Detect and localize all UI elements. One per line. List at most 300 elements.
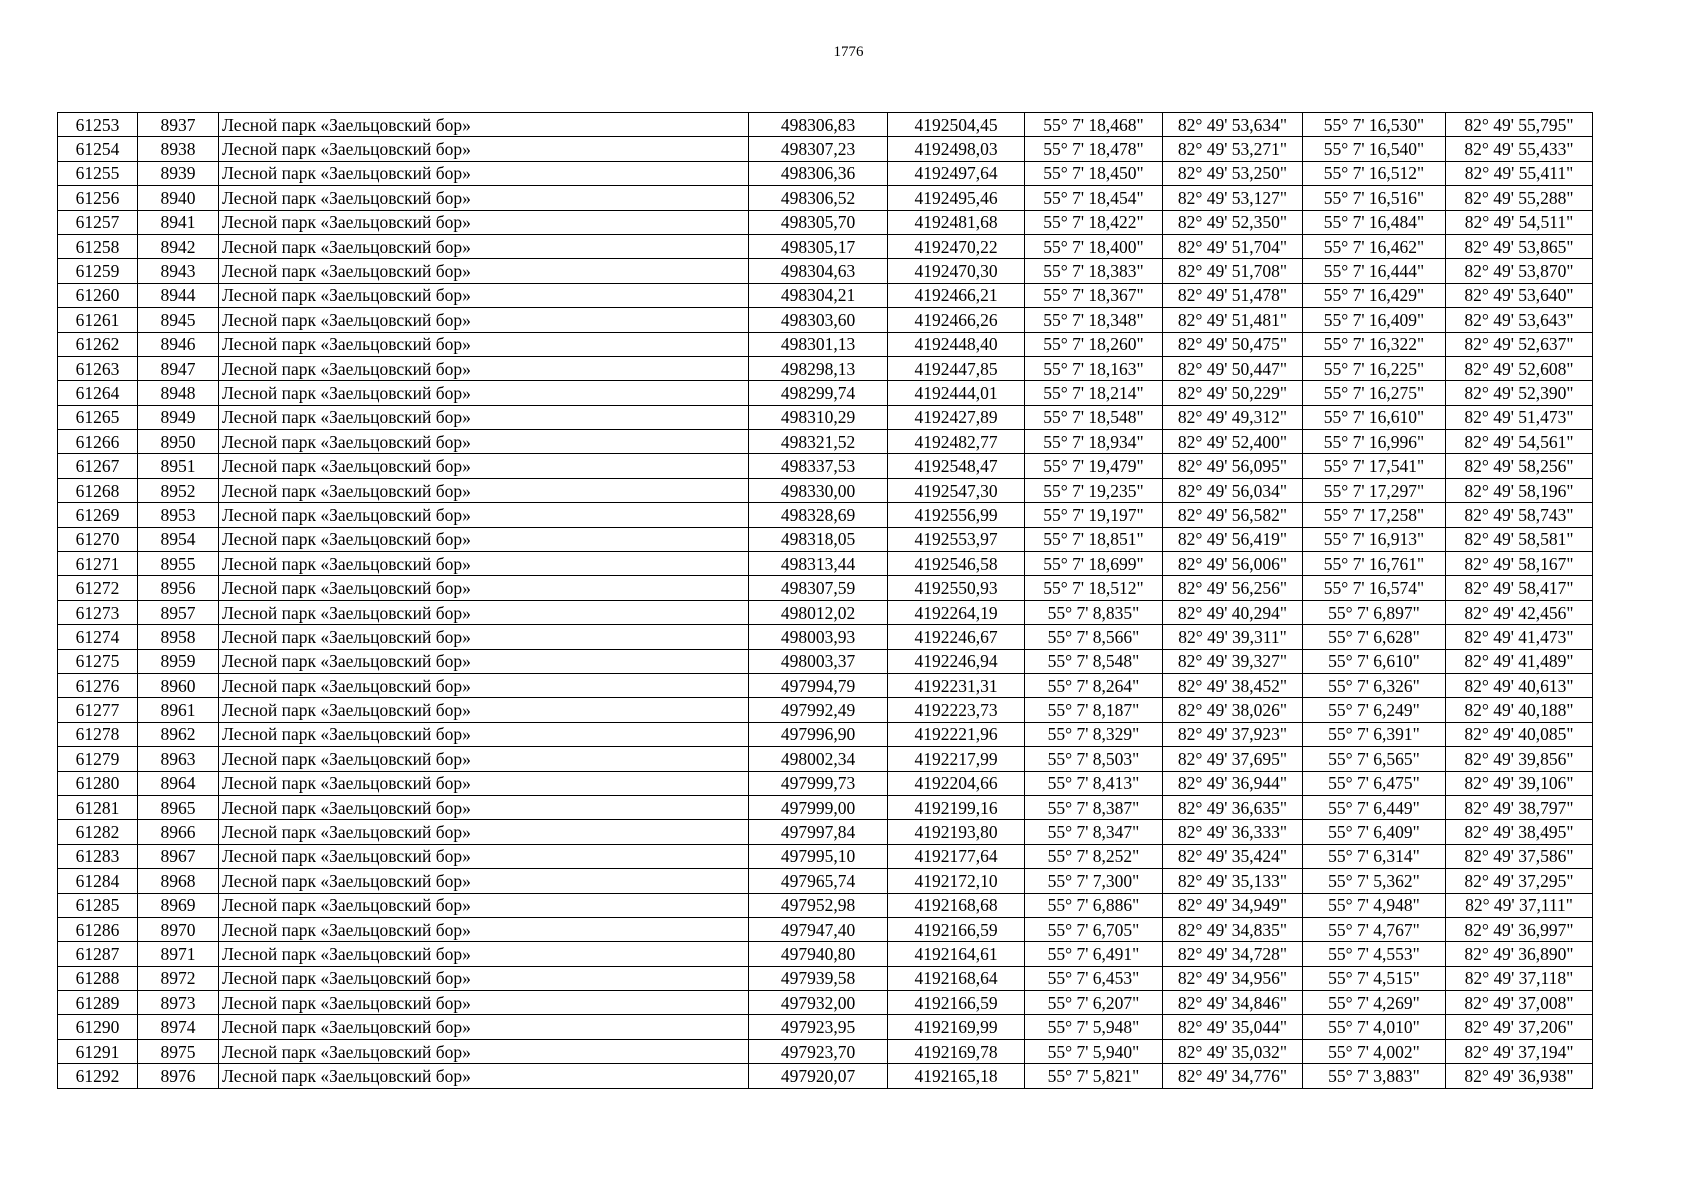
object-name-cell: Лесной парк «Заельцовский бор» — [219, 722, 749, 746]
latitude-2-cell: 55° 7' 16,512" — [1303, 161, 1446, 185]
longitude-1-cell: 82° 49' 35,044" — [1163, 1015, 1303, 1039]
longitude-2-cell: 82° 49' 37,008" — [1446, 991, 1593, 1015]
longitude-2-cell: 82° 49' 53,865" — [1446, 234, 1593, 258]
y-coordinate-cell: 4192547,30 — [888, 478, 1025, 502]
x-coordinate-cell: 498306,83 — [749, 113, 888, 137]
x-coordinate-cell: 498310,29 — [749, 405, 888, 429]
row-number-cell: 61289 — [58, 991, 138, 1015]
latitude-2-cell: 55° 7' 17,297" — [1303, 478, 1446, 502]
y-coordinate-cell: 4192556,99 — [888, 503, 1025, 527]
point-number-cell: 8976 — [138, 1064, 219, 1088]
longitude-2-cell: 82° 49' 40,188" — [1446, 698, 1593, 722]
x-coordinate-cell: 498304,21 — [749, 283, 888, 307]
object-name-cell: Лесной парк «Заельцовский бор» — [219, 234, 749, 258]
object-name-cell: Лесной парк «Заельцовский бор» — [219, 869, 749, 893]
y-coordinate-cell: 4192470,22 — [888, 234, 1025, 258]
latitude-2-cell: 55° 7' 4,002" — [1303, 1039, 1446, 1063]
table-row — [58, 942, 1593, 966]
latitude-1-cell: 55° 7' 18,934" — [1025, 430, 1163, 454]
x-coordinate-cell: 498298,13 — [749, 356, 888, 380]
table-row — [58, 771, 1593, 795]
y-coordinate-cell: 4192264,19 — [888, 600, 1025, 624]
longitude-2-cell: 82° 49' 36,997" — [1446, 917, 1593, 941]
x-coordinate-cell: 497965,74 — [749, 869, 888, 893]
row-number-cell: 61290 — [58, 1015, 138, 1039]
latitude-1-cell: 55° 7' 18,548" — [1025, 405, 1163, 429]
object-name-cell: Лесной парк «Заельцовский бор» — [219, 356, 749, 380]
longitude-2-cell: 82° 49' 55,795" — [1446, 113, 1593, 137]
latitude-2-cell: 55° 7' 16,516" — [1303, 186, 1446, 210]
latitude-1-cell: 55° 7' 18,400" — [1025, 234, 1163, 258]
table-row — [58, 869, 1593, 893]
longitude-1-cell: 82° 49' 37,923" — [1163, 722, 1303, 746]
point-number-cell: 8946 — [138, 332, 219, 356]
longitude-2-cell: 82° 49' 52,637" — [1446, 332, 1593, 356]
y-coordinate-cell: 4192165,18 — [888, 1064, 1025, 1088]
longitude-2-cell: 82° 49' 39,106" — [1446, 771, 1593, 795]
row-number-cell: 61280 — [58, 771, 138, 795]
row-number-cell: 61255 — [58, 161, 138, 185]
latitude-1-cell: 55° 7' 19,197" — [1025, 503, 1163, 527]
point-number-cell: 8957 — [138, 600, 219, 624]
latitude-2-cell: 55° 7' 16,610" — [1303, 405, 1446, 429]
y-coordinate-cell: 4192497,64 — [888, 161, 1025, 185]
latitude-1-cell: 55° 7' 6,705" — [1025, 917, 1163, 941]
y-coordinate-cell: 4192168,68 — [888, 893, 1025, 917]
table-row — [58, 478, 1593, 502]
table-row — [58, 795, 1593, 819]
x-coordinate-cell: 498003,37 — [749, 649, 888, 673]
table-row — [58, 747, 1593, 771]
longitude-1-cell: 82° 49' 36,635" — [1163, 795, 1303, 819]
x-coordinate-cell: 498305,70 — [749, 210, 888, 234]
x-coordinate-cell: 497952,98 — [749, 893, 888, 917]
point-number-cell: 8948 — [138, 381, 219, 405]
latitude-2-cell: 55° 7' 4,948" — [1303, 893, 1446, 917]
longitude-1-cell: 82° 49' 53,271" — [1163, 137, 1303, 161]
y-coordinate-cell: 4192231,31 — [888, 673, 1025, 697]
point-number-cell: 8953 — [138, 503, 219, 527]
longitude-2-cell: 82° 49' 52,608" — [1446, 356, 1593, 380]
longitude-1-cell: 82° 49' 49,312" — [1163, 405, 1303, 429]
latitude-2-cell: 55° 7' 6,391" — [1303, 722, 1446, 746]
latitude-1-cell: 55° 7' 18,348" — [1025, 308, 1163, 332]
x-coordinate-cell: 497923,70 — [749, 1039, 888, 1063]
table-row — [58, 600, 1593, 624]
x-coordinate-cell: 498002,34 — [749, 747, 888, 771]
table-row — [58, 991, 1593, 1015]
longitude-2-cell: 82° 49' 36,938" — [1446, 1064, 1593, 1088]
row-number-cell: 61286 — [58, 917, 138, 941]
longitude-2-cell: 82° 49' 58,417" — [1446, 576, 1593, 600]
y-coordinate-cell: 4192546,58 — [888, 552, 1025, 576]
longitude-2-cell: 82° 49' 52,390" — [1446, 381, 1593, 405]
longitude-2-cell: 82° 49' 54,561" — [1446, 430, 1593, 454]
latitude-1-cell: 55° 7' 8,347" — [1025, 820, 1163, 844]
longitude-1-cell: 82° 49' 50,475" — [1163, 332, 1303, 356]
latitude-2-cell: 55° 7' 16,761" — [1303, 552, 1446, 576]
longitude-2-cell: 82° 49' 40,085" — [1446, 722, 1593, 746]
row-number-cell: 61266 — [58, 430, 138, 454]
latitude-2-cell: 55° 7' 5,362" — [1303, 869, 1446, 893]
row-number-cell: 61282 — [58, 820, 138, 844]
x-coordinate-cell: 497940,80 — [749, 942, 888, 966]
longitude-1-cell: 82° 49' 34,846" — [1163, 991, 1303, 1015]
table-row — [58, 966, 1593, 990]
latitude-2-cell: 55° 7' 16,444" — [1303, 259, 1446, 283]
row-number-cell: 61283 — [58, 844, 138, 868]
row-number-cell: 61263 — [58, 356, 138, 380]
y-coordinate-cell: 4192199,16 — [888, 795, 1025, 819]
x-coordinate-cell: 497939,58 — [749, 966, 888, 990]
latitude-1-cell: 55° 7' 8,252" — [1025, 844, 1163, 868]
longitude-2-cell: 82° 49' 54,511" — [1446, 210, 1593, 234]
point-number-cell: 8960 — [138, 673, 219, 697]
table-row — [58, 234, 1593, 258]
object-name-cell: Лесной парк «Заельцовский бор» — [219, 527, 749, 551]
latitude-1-cell: 55° 7' 7,300" — [1025, 869, 1163, 893]
latitude-1-cell: 55° 7' 18,454" — [1025, 186, 1163, 210]
longitude-1-cell: 82° 49' 34,728" — [1163, 942, 1303, 966]
point-number-cell: 8943 — [138, 259, 219, 283]
x-coordinate-cell: 497994,79 — [749, 673, 888, 697]
latitude-1-cell: 55° 7' 18,512" — [1025, 576, 1163, 600]
latitude-1-cell: 55° 7' 18,478" — [1025, 137, 1163, 161]
object-name-cell: Лесной парк «Заельцовский бор» — [219, 381, 749, 405]
y-coordinate-cell: 4192217,99 — [888, 747, 1025, 771]
point-number-cell: 8971 — [138, 942, 219, 966]
table-row — [58, 649, 1593, 673]
longitude-1-cell: 82° 49' 56,419" — [1163, 527, 1303, 551]
latitude-1-cell: 55° 7' 18,699" — [1025, 552, 1163, 576]
table-row — [58, 893, 1593, 917]
y-coordinate-cell: 4192548,47 — [888, 454, 1025, 478]
longitude-2-cell: 82° 49' 37,206" — [1446, 1015, 1593, 1039]
longitude-1-cell: 82° 49' 34,956" — [1163, 966, 1303, 990]
longitude-2-cell: 82° 49' 53,640" — [1446, 283, 1593, 307]
row-number-cell: 61274 — [58, 625, 138, 649]
longitude-2-cell: 82° 49' 41,473" — [1446, 625, 1593, 649]
point-number-cell: 8973 — [138, 991, 219, 1015]
y-coordinate-cell: 4192470,30 — [888, 259, 1025, 283]
latitude-1-cell: 55° 7' 19,479" — [1025, 454, 1163, 478]
object-name-cell: Лесной парк «Заельцовский бор» — [219, 942, 749, 966]
object-name-cell: Лесной парк «Заельцовский бор» — [219, 771, 749, 795]
longitude-1-cell: 82° 49' 52,350" — [1163, 210, 1303, 234]
y-coordinate-cell: 4192466,26 — [888, 308, 1025, 332]
y-coordinate-cell: 4192177,64 — [888, 844, 1025, 868]
x-coordinate-cell: 497947,40 — [749, 917, 888, 941]
object-name-cell: Лесной парк «Заельцовский бор» — [219, 600, 749, 624]
latitude-2-cell: 55° 7' 16,409" — [1303, 308, 1446, 332]
point-number-cell: 8938 — [138, 137, 219, 161]
point-number-cell: 8962 — [138, 722, 219, 746]
row-number-cell: 61270 — [58, 527, 138, 551]
row-number-cell: 61278 — [58, 722, 138, 746]
x-coordinate-cell: 497920,07 — [749, 1064, 888, 1088]
longitude-1-cell: 82° 49' 34,835" — [1163, 917, 1303, 941]
latitude-1-cell: 55° 7' 18,260" — [1025, 332, 1163, 356]
latitude-2-cell: 55° 7' 16,530" — [1303, 113, 1446, 137]
point-number-cell: 8969 — [138, 893, 219, 917]
point-number-cell: 8961 — [138, 698, 219, 722]
point-number-cell: 8975 — [138, 1039, 219, 1063]
table-row — [58, 1015, 1593, 1039]
latitude-1-cell: 55° 7' 8,187" — [1025, 698, 1163, 722]
longitude-2-cell: 82° 49' 39,856" — [1446, 747, 1593, 771]
table-row — [58, 161, 1593, 185]
x-coordinate-cell: 498337,53 — [749, 454, 888, 478]
table-row — [58, 1039, 1593, 1063]
row-number-cell: 61287 — [58, 942, 138, 966]
point-number-cell: 8947 — [138, 356, 219, 380]
point-number-cell: 8952 — [138, 478, 219, 502]
latitude-1-cell: 55° 7' 8,503" — [1025, 747, 1163, 771]
object-name-cell: Лесной парк «Заельцовский бор» — [219, 283, 749, 307]
latitude-2-cell: 55° 7' 16,484" — [1303, 210, 1446, 234]
point-number-cell: 8974 — [138, 1015, 219, 1039]
object-name-cell: Лесной парк «Заельцовский бор» — [219, 1064, 749, 1088]
row-number-cell: 61272 — [58, 576, 138, 600]
longitude-2-cell: 82° 49' 51,473" — [1446, 405, 1593, 429]
object-name-cell: Лесной парк «Заельцовский бор» — [219, 137, 749, 161]
longitude-1-cell: 82° 49' 34,776" — [1163, 1064, 1303, 1088]
row-number-cell: 61256 — [58, 186, 138, 210]
row-number-cell: 61262 — [58, 332, 138, 356]
table-row — [58, 454, 1593, 478]
y-coordinate-cell: 4192481,68 — [888, 210, 1025, 234]
latitude-2-cell: 55° 7' 16,429" — [1303, 283, 1446, 307]
x-coordinate-cell: 498012,02 — [749, 600, 888, 624]
longitude-1-cell: 82° 49' 53,250" — [1163, 161, 1303, 185]
x-coordinate-cell: 498301,13 — [749, 332, 888, 356]
latitude-1-cell: 55° 7' 6,207" — [1025, 991, 1163, 1015]
point-number-cell: 8970 — [138, 917, 219, 941]
y-coordinate-cell: 4192466,21 — [888, 283, 1025, 307]
y-coordinate-cell: 4192504,45 — [888, 113, 1025, 137]
latitude-2-cell: 55° 7' 16,574" — [1303, 576, 1446, 600]
y-coordinate-cell: 4192246,94 — [888, 649, 1025, 673]
point-number-cell: 8958 — [138, 625, 219, 649]
longitude-2-cell: 82° 49' 37,111" — [1446, 893, 1593, 917]
row-number-cell: 61291 — [58, 1039, 138, 1063]
latitude-1-cell: 55° 7' 8,387" — [1025, 795, 1163, 819]
row-number-cell: 61258 — [58, 234, 138, 258]
x-coordinate-cell: 498305,17 — [749, 234, 888, 258]
latitude-1-cell: 55° 7' 18,214" — [1025, 381, 1163, 405]
longitude-2-cell: 82° 49' 55,433" — [1446, 137, 1593, 161]
object-name-cell: Лесной парк «Заельцовский бор» — [219, 113, 749, 137]
longitude-1-cell: 82° 49' 36,944" — [1163, 771, 1303, 795]
y-coordinate-cell: 4192495,46 — [888, 186, 1025, 210]
row-number-cell: 61292 — [58, 1064, 138, 1088]
point-number-cell: 8955 — [138, 552, 219, 576]
latitude-1-cell: 55° 7' 18,422" — [1025, 210, 1163, 234]
latitude-1-cell: 55° 7' 18,450" — [1025, 161, 1163, 185]
object-name-cell: Лесной парк «Заельцовский бор» — [219, 552, 749, 576]
longitude-2-cell: 82° 49' 53,643" — [1446, 308, 1593, 332]
x-coordinate-cell: 498003,93 — [749, 625, 888, 649]
point-number-cell: 8941 — [138, 210, 219, 234]
y-coordinate-cell: 4192246,67 — [888, 625, 1025, 649]
longitude-1-cell: 82° 49' 56,582" — [1163, 503, 1303, 527]
table-row — [58, 113, 1593, 137]
longitude-1-cell: 82° 49' 52,400" — [1163, 430, 1303, 454]
longitude-1-cell: 82° 49' 35,133" — [1163, 869, 1303, 893]
y-coordinate-cell: 4192550,93 — [888, 576, 1025, 600]
longitude-2-cell: 82° 49' 37,118" — [1446, 966, 1593, 990]
latitude-1-cell: 55° 7' 8,548" — [1025, 649, 1163, 673]
row-number-cell: 61284 — [58, 869, 138, 893]
latitude-2-cell: 55° 7' 16,913" — [1303, 527, 1446, 551]
table-row — [58, 332, 1593, 356]
y-coordinate-cell: 4192193,80 — [888, 820, 1025, 844]
longitude-2-cell: 82° 49' 37,194" — [1446, 1039, 1593, 1063]
latitude-1-cell: 55° 7' 8,566" — [1025, 625, 1163, 649]
longitude-2-cell: 82° 49' 55,411" — [1446, 161, 1593, 185]
longitude-1-cell: 82° 49' 40,294" — [1163, 600, 1303, 624]
object-name-cell: Лесной парк «Заельцовский бор» — [219, 966, 749, 990]
object-name-cell: Лесной парк «Заельцовский бор» — [219, 210, 749, 234]
object-name-cell: Лесной парк «Заельцовский бор» — [219, 161, 749, 185]
longitude-1-cell: 82° 49' 51,708" — [1163, 259, 1303, 283]
table-row — [58, 210, 1593, 234]
x-coordinate-cell: 498304,63 — [749, 259, 888, 283]
y-coordinate-cell: 4192223,73 — [888, 698, 1025, 722]
longitude-1-cell: 82° 49' 53,127" — [1163, 186, 1303, 210]
longitude-1-cell: 82° 49' 34,949" — [1163, 893, 1303, 917]
x-coordinate-cell: 498318,05 — [749, 527, 888, 551]
latitude-1-cell: 55° 7' 18,383" — [1025, 259, 1163, 283]
row-number-cell: 61273 — [58, 600, 138, 624]
longitude-2-cell: 82° 49' 58,581" — [1446, 527, 1593, 551]
point-number-cell: 8940 — [138, 186, 219, 210]
latitude-2-cell: 55° 7' 6,565" — [1303, 747, 1446, 771]
longitude-2-cell: 82° 49' 41,489" — [1446, 649, 1593, 673]
latitude-2-cell: 55° 7' 6,409" — [1303, 820, 1446, 844]
point-number-cell: 8951 — [138, 454, 219, 478]
x-coordinate-cell: 498306,36 — [749, 161, 888, 185]
row-number-cell: 61254 — [58, 137, 138, 161]
x-coordinate-cell: 498330,00 — [749, 478, 888, 502]
longitude-1-cell: 82° 49' 39,327" — [1163, 649, 1303, 673]
longitude-2-cell: 82° 49' 37,295" — [1446, 869, 1593, 893]
y-coordinate-cell: 4192166,59 — [888, 991, 1025, 1015]
object-name-cell: Лесной парк «Заельцовский бор» — [219, 1015, 749, 1039]
x-coordinate-cell: 497995,10 — [749, 844, 888, 868]
latitude-2-cell: 55° 7' 3,883" — [1303, 1064, 1446, 1088]
longitude-2-cell: 82° 49' 37,586" — [1446, 844, 1593, 868]
latitude-2-cell: 55° 7' 16,540" — [1303, 137, 1446, 161]
point-number-cell: 8959 — [138, 649, 219, 673]
longitude-1-cell: 82° 49' 38,026" — [1163, 698, 1303, 722]
longitude-1-cell: 82° 49' 56,256" — [1163, 576, 1303, 600]
table-row — [58, 673, 1593, 697]
row-number-cell: 61264 — [58, 381, 138, 405]
point-number-cell: 8967 — [138, 844, 219, 868]
table-row — [58, 356, 1593, 380]
y-coordinate-cell: 4192169,78 — [888, 1039, 1025, 1063]
object-name-cell: Лесной парк «Заельцовский бор» — [219, 478, 749, 502]
object-name-cell: Лесной парк «Заельцовский бор» — [219, 893, 749, 917]
longitude-2-cell: 82° 49' 36,890" — [1446, 942, 1593, 966]
longitude-2-cell: 82° 49' 42,456" — [1446, 600, 1593, 624]
latitude-1-cell: 55° 7' 8,264" — [1025, 673, 1163, 697]
row-number-cell: 61275 — [58, 649, 138, 673]
point-number-cell: 8968 — [138, 869, 219, 893]
point-number-cell: 8942 — [138, 234, 219, 258]
row-number-cell: 61261 — [58, 308, 138, 332]
longitude-2-cell: 82° 49' 58,196" — [1446, 478, 1593, 502]
object-name-cell: Лесной парк «Заельцовский бор» — [219, 454, 749, 478]
latitude-1-cell: 55° 7' 5,821" — [1025, 1064, 1163, 1088]
latitude-2-cell: 55° 7' 6,314" — [1303, 844, 1446, 868]
coordinates-table — [57, 112, 1593, 1089]
object-name-cell: Лесной парк «Заельцовский бор» — [219, 844, 749, 868]
latitude-2-cell: 55° 7' 4,010" — [1303, 1015, 1446, 1039]
table-row — [58, 430, 1593, 454]
latitude-1-cell: 55° 7' 8,329" — [1025, 722, 1163, 746]
row-number-cell: 61285 — [58, 893, 138, 917]
object-name-cell: Лесной парк «Заельцовский бор» — [219, 649, 749, 673]
object-name-cell: Лесной парк «Заельцовский бор» — [219, 747, 749, 771]
latitude-1-cell: 55° 7' 19,235" — [1025, 478, 1163, 502]
y-coordinate-cell: 4192482,77 — [888, 430, 1025, 454]
latitude-2-cell: 55° 7' 16,275" — [1303, 381, 1446, 405]
object-name-cell: Лесной парк «Заельцовский бор» — [219, 625, 749, 649]
x-coordinate-cell: 497997,84 — [749, 820, 888, 844]
object-name-cell: Лесной парк «Заельцовский бор» — [219, 1039, 749, 1063]
latitude-1-cell: 55° 7' 8,835" — [1025, 600, 1163, 624]
y-coordinate-cell: 4192221,96 — [888, 722, 1025, 746]
x-coordinate-cell: 498306,52 — [749, 186, 888, 210]
point-number-cell: 8939 — [138, 161, 219, 185]
longitude-2-cell: 82° 49' 58,167" — [1446, 552, 1593, 576]
row-number-cell: 61253 — [58, 113, 138, 137]
page-number: 1776 — [833, 44, 864, 60]
longitude-1-cell: 82° 49' 39,311" — [1163, 625, 1303, 649]
longitude-1-cell: 82° 49' 56,006" — [1163, 552, 1303, 576]
longitude-1-cell: 82° 49' 56,034" — [1163, 478, 1303, 502]
table-row — [58, 381, 1593, 405]
row-number-cell: 61268 — [58, 478, 138, 502]
row-number-cell: 61257 — [58, 210, 138, 234]
latitude-2-cell: 55° 7' 4,269" — [1303, 991, 1446, 1015]
x-coordinate-cell: 498307,23 — [749, 137, 888, 161]
y-coordinate-cell: 4192448,40 — [888, 332, 1025, 356]
row-number-cell: 61269 — [58, 503, 138, 527]
table-row — [58, 1064, 1593, 1088]
x-coordinate-cell: 497999,73 — [749, 771, 888, 795]
latitude-2-cell: 55° 7' 16,996" — [1303, 430, 1446, 454]
latitude-2-cell: 55° 7' 16,462" — [1303, 234, 1446, 258]
table-row — [58, 186, 1593, 210]
x-coordinate-cell: 497923,95 — [749, 1015, 888, 1039]
x-coordinate-cell: 498303,60 — [749, 308, 888, 332]
table-row — [58, 283, 1593, 307]
longitude-2-cell: 82° 49' 38,797" — [1446, 795, 1593, 819]
object-name-cell: Лесной парк «Заельцовский бор» — [219, 186, 749, 210]
row-number-cell: 61279 — [58, 747, 138, 771]
latitude-1-cell: 55° 7' 8,413" — [1025, 771, 1163, 795]
latitude-1-cell: 55° 7' 18,367" — [1025, 283, 1163, 307]
point-number-cell: 8944 — [138, 283, 219, 307]
latitude-1-cell: 55° 7' 6,491" — [1025, 942, 1163, 966]
latitude-2-cell: 55° 7' 6,628" — [1303, 625, 1446, 649]
point-number-cell: 8937 — [138, 113, 219, 137]
y-coordinate-cell: 4192166,59 — [888, 917, 1025, 941]
latitude-2-cell: 55° 7' 17,541" — [1303, 454, 1446, 478]
